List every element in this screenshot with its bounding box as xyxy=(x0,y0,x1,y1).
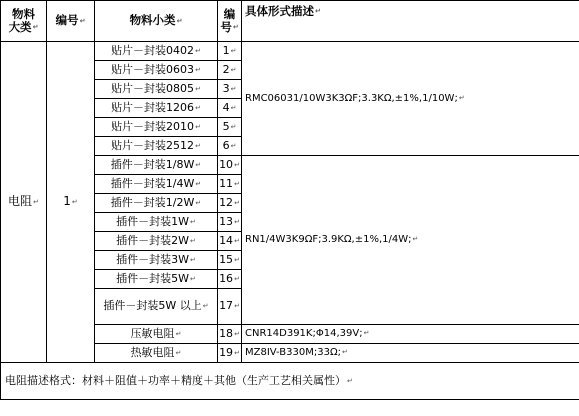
subcategory-cell: 贴片－封装2010↵ xyxy=(95,118,218,137)
sub-number-cell: 3↵ xyxy=(218,80,242,99)
sub-number-cell: 10↵ xyxy=(218,156,242,175)
subcategory-cell: 插件－封装3W↵ xyxy=(95,251,218,270)
sub-number-cell: 16↵ xyxy=(218,270,242,289)
subcategory-cell: 插件－封装1W↵ xyxy=(95,213,218,232)
sub-number-cell: 6↵ xyxy=(218,137,242,156)
sub-number-cell: 19↵ xyxy=(218,344,242,363)
sub-number-cell: 14↵ xyxy=(218,232,242,251)
table-row xyxy=(1,42,579,61)
sub-number-cell: 13↵ xyxy=(218,213,242,232)
category-cell: 电阻↵ xyxy=(1,42,47,363)
description-varistor: CNR14D391K;Φ14,39V;↵ xyxy=(242,325,579,344)
subcategory-cell: 贴片－封装0402↵ xyxy=(95,42,218,61)
subcategory-cell: 插件－封装1/2W↵ xyxy=(95,194,218,213)
header-category: 物料 大类↵ xyxy=(1,1,47,42)
sub-number-cell: 15↵ xyxy=(218,251,242,270)
subcategory-cell: 贴片－封装2512↵ xyxy=(95,137,218,156)
description-thermistor: MZ8IV-B330M;33Ω;↵ xyxy=(242,344,579,363)
subcategory-cell: 压敏电阻↵ xyxy=(95,325,218,344)
header-number: 编号↵ xyxy=(47,1,95,42)
description-smd: RMC06031/10W3K3ΩF;3.3KΩ,±1%,1/10W;↵ xyxy=(242,42,579,156)
sub-number-cell: 17↵ xyxy=(218,289,242,325)
subcategory-cell: 插件－封装1/8W↵ xyxy=(95,156,218,175)
subcategory-cell: 贴片－封装0603↵ xyxy=(95,61,218,80)
sub-number-cell: 5↵ xyxy=(218,118,242,137)
subcategory-cell: 插件－封装1/4W↵ xyxy=(95,175,218,194)
header-row xyxy=(1,1,579,42)
sub-number-cell: 11↵ xyxy=(218,175,242,194)
subcategory-cell: 插件－封装2W↵ xyxy=(95,232,218,251)
sub-number-cell: 12↵ xyxy=(218,194,242,213)
footer-row xyxy=(1,363,579,400)
subcategory-cell: 插件－封装5W↵ xyxy=(95,270,218,289)
subcategory-cell: 热敏电阻↵ xyxy=(95,344,218,363)
sub-number-cell: 2↵ xyxy=(218,61,242,80)
header-sub-number: 编 号↵ xyxy=(218,1,242,42)
description-through-hole: RN1/4W3K9ΩF;3.9KΩ,±1%,1/4W;↵ xyxy=(242,156,579,325)
sub-number-cell: 1↵ xyxy=(218,42,242,61)
category-number-cell: 1↵ xyxy=(47,42,95,363)
header-description: 具体形式描述↵ xyxy=(242,1,579,42)
subcategory-cell: 插件－封装5W 以上↵ xyxy=(95,289,218,325)
subcategory-cell: 贴片－封装0805↵ xyxy=(95,80,218,99)
subcategory-cell: 贴片－封装1206↵ xyxy=(95,99,218,118)
header-subcategory: 物料小类↵ xyxy=(95,1,218,42)
sub-number-cell: 18↵ xyxy=(218,325,242,344)
sub-number-cell: 4↵ xyxy=(218,99,242,118)
footer-note: 电阻描述格式：材料＋阻值＋功率＋精度＋其他（生产工艺相关属性）↵ xyxy=(1,363,579,400)
